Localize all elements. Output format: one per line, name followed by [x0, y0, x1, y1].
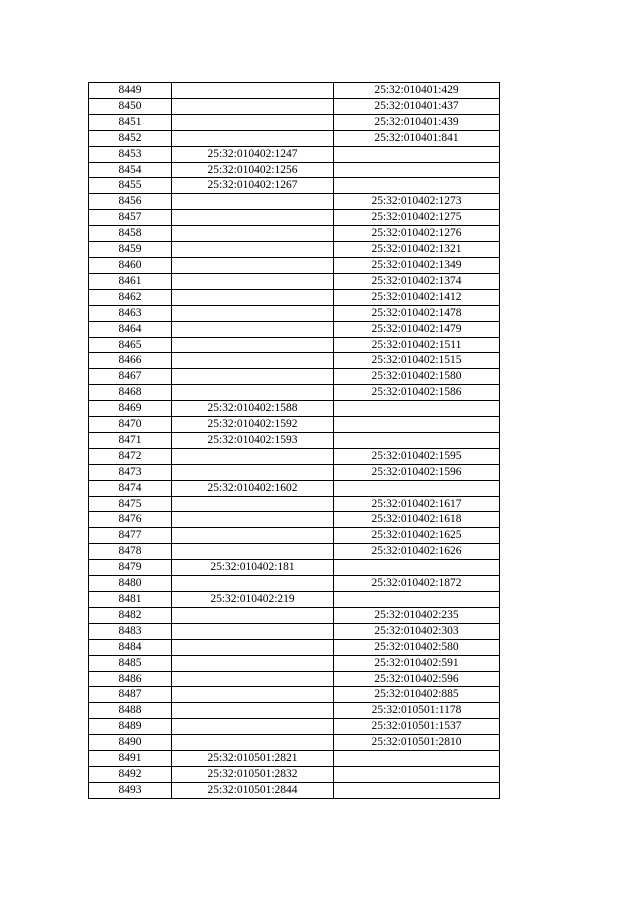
cadastral-number-cell-left — [172, 544, 334, 560]
cadastral-number-cell-right: 25:32:010402:1586 — [334, 385, 500, 401]
cadastral-number-cell-right: 25:32:010401:439 — [334, 114, 500, 130]
cadastral-number-cell-left — [172, 83, 334, 99]
cadastral-number-cell-left — [172, 242, 334, 258]
table-row — [89, 751, 500, 767]
table-row — [89, 544, 500, 560]
table-row — [89, 703, 500, 719]
cadastral-number-cell-right: 25:32:010402:1872 — [334, 576, 500, 592]
cadastral-number-cell-right: 25:32:010402:580 — [334, 639, 500, 655]
table-row — [89, 592, 500, 608]
cadastral-number-cell-right: 25:32:010402:1595 — [334, 448, 500, 464]
table-row — [89, 448, 500, 464]
cadastral-number-cell-left — [172, 369, 334, 385]
table-row — [89, 146, 500, 162]
row-number-cell: 8492 — [89, 766, 172, 782]
cadastral-number-table — [88, 82, 500, 799]
table-row — [89, 273, 500, 289]
cadastral-number-cell-right — [334, 480, 500, 496]
cadastral-number-cell-right: 25:32:010402:1275 — [334, 210, 500, 226]
table-row — [89, 464, 500, 480]
row-number-cell: 8452 — [89, 130, 172, 146]
table-row — [89, 607, 500, 623]
cadastral-number-cell-right: 25:32:010402:1618 — [334, 512, 500, 528]
cadastral-number-cell-right: 25:32:010402:1626 — [334, 544, 500, 560]
cadastral-number-cell-right: 25:32:010402:885 — [334, 687, 500, 703]
cadastral-number-cell-right — [334, 592, 500, 608]
cadastral-number-cell-right — [334, 162, 500, 178]
cadastral-number-cell-right — [334, 146, 500, 162]
cadastral-number-cell-left — [172, 512, 334, 528]
table-row — [89, 782, 500, 798]
row-number-cell: 8473 — [89, 464, 172, 480]
row-number-cell: 8476 — [89, 512, 172, 528]
row-number-cell: 8493 — [89, 782, 172, 798]
row-number-cell: 8454 — [89, 162, 172, 178]
cadastral-number-cell-left — [172, 671, 334, 687]
table-row — [89, 623, 500, 639]
cadastral-number-cell-left — [172, 496, 334, 512]
table-body — [89, 83, 500, 799]
table-row — [89, 305, 500, 321]
cadastral-number-cell-left: 25:32:010402:1588 — [172, 401, 334, 417]
row-number-cell: 8477 — [89, 528, 172, 544]
table-row — [89, 576, 500, 592]
table-row — [89, 560, 500, 576]
cadastral-number-cell-right: 25:32:010401:841 — [334, 130, 500, 146]
cadastral-number-cell-right: 25:32:010402:1478 — [334, 305, 500, 321]
table-row — [89, 687, 500, 703]
cadastral-number-cell-left — [172, 305, 334, 321]
cadastral-number-cell-left — [172, 98, 334, 114]
cadastral-number-cell-left — [172, 576, 334, 592]
table-row — [89, 369, 500, 385]
table-row — [89, 226, 500, 242]
cadastral-number-cell-left — [172, 273, 334, 289]
row-number-cell: 8460 — [89, 257, 172, 273]
row-number-cell: 8490 — [89, 735, 172, 751]
row-number-cell: 8451 — [89, 114, 172, 130]
table-row — [89, 162, 500, 178]
cadastral-number-cell-left — [172, 353, 334, 369]
cadastral-number-cell-left: 25:32:010402:1247 — [172, 146, 334, 162]
cadastral-number-cell-left — [172, 655, 334, 671]
table-row — [89, 417, 500, 433]
cadastral-number-cell-left — [172, 528, 334, 544]
cadastral-number-cell-right — [334, 401, 500, 417]
table-row — [89, 719, 500, 735]
row-number-cell: 8459 — [89, 242, 172, 258]
cadastral-number-cell-left — [172, 464, 334, 480]
cadastral-number-cell-left — [172, 735, 334, 751]
cadastral-number-cell-left — [172, 321, 334, 337]
cadastral-number-cell-right: 25:32:010501:1537 — [334, 719, 500, 735]
cadastral-number-cell-left: 25:32:010402:181 — [172, 560, 334, 576]
cadastral-number-cell-right — [334, 432, 500, 448]
row-number-cell: 8456 — [89, 194, 172, 210]
cadastral-number-cell-right: 25:32:010401:429 — [334, 83, 500, 99]
row-number-cell: 8466 — [89, 353, 172, 369]
row-number-cell: 8470 — [89, 417, 172, 433]
cadastral-number-cell-right: 25:32:010501:2810 — [334, 735, 500, 751]
cadastral-number-cell-right: 25:32:010402:303 — [334, 623, 500, 639]
row-number-cell: 8469 — [89, 401, 172, 417]
table-row — [89, 735, 500, 751]
cadastral-number-cell-left — [172, 114, 334, 130]
row-number-cell: 8455 — [89, 178, 172, 194]
cadastral-number-cell-left: 25:32:010402:1602 — [172, 480, 334, 496]
cadastral-number-cell-left: 25:32:010402:1593 — [172, 432, 334, 448]
row-number-cell: 8465 — [89, 337, 172, 353]
table-row — [89, 194, 500, 210]
cadastral-number-cell-left — [172, 623, 334, 639]
cadastral-number-cell-left: 25:32:010402:1256 — [172, 162, 334, 178]
row-number-cell: 8474 — [89, 480, 172, 496]
cadastral-number-cell-left — [172, 385, 334, 401]
row-number-cell: 8485 — [89, 655, 172, 671]
cadastral-number-cell-right: 25:32:010402:1412 — [334, 289, 500, 305]
cadastral-number-cell-left — [172, 448, 334, 464]
cadastral-number-cell-right — [334, 560, 500, 576]
cadastral-number-cell-left: 25:32:010402:1592 — [172, 417, 334, 433]
cadastral-number-cell-right: 25:32:010501:1178 — [334, 703, 500, 719]
table-row — [89, 401, 500, 417]
cadastral-number-cell-right — [334, 178, 500, 194]
cadastral-number-cell-left — [172, 210, 334, 226]
cadastral-number-cell-right: 25:32:010402:1276 — [334, 226, 500, 242]
table-row — [89, 321, 500, 337]
cadastral-number-cell-left: 25:32:010402:1267 — [172, 178, 334, 194]
cadastral-number-cell-left — [172, 226, 334, 242]
table-row — [89, 130, 500, 146]
row-number-cell: 8486 — [89, 671, 172, 687]
table-row — [89, 639, 500, 655]
row-number-cell: 8481 — [89, 592, 172, 608]
cadastral-number-cell-right — [334, 751, 500, 767]
cadastral-number-cell-right: 25:32:010402:1374 — [334, 273, 500, 289]
row-number-cell: 8489 — [89, 719, 172, 735]
row-number-cell: 8449 — [89, 83, 172, 99]
cadastral-number-cell-right: 25:32:010402:1596 — [334, 464, 500, 480]
row-number-cell: 8483 — [89, 623, 172, 639]
cadastral-number-cell-right — [334, 766, 500, 782]
row-number-cell: 8458 — [89, 226, 172, 242]
table-row — [89, 671, 500, 687]
cadastral-number-cell-right: 25:32:010402:1511 — [334, 337, 500, 353]
cadastral-number-cell-left — [172, 257, 334, 273]
table-row — [89, 178, 500, 194]
cadastral-number-cell-right: 25:32:010402:591 — [334, 655, 500, 671]
cadastral-number-cell-left — [172, 719, 334, 735]
row-number-cell: 8462 — [89, 289, 172, 305]
table-row — [89, 353, 500, 369]
table-row — [89, 766, 500, 782]
row-number-cell: 8461 — [89, 273, 172, 289]
cadastral-number-cell-left — [172, 687, 334, 703]
cadastral-number-cell-right: 25:32:010402:1349 — [334, 257, 500, 273]
table-row — [89, 98, 500, 114]
cadastral-number-cell-right: 25:32:010402:235 — [334, 607, 500, 623]
table-row — [89, 432, 500, 448]
row-number-cell: 8478 — [89, 544, 172, 560]
row-number-cell: 8450 — [89, 98, 172, 114]
cadastral-number-cell-left: 25:32:010402:219 — [172, 592, 334, 608]
table-row — [89, 512, 500, 528]
row-number-cell: 8480 — [89, 576, 172, 592]
table-row — [89, 242, 500, 258]
cadastral-number-cell-left: 25:32:010501:2832 — [172, 766, 334, 782]
cadastral-number-cell-left: 25:32:010501:2844 — [172, 782, 334, 798]
row-number-cell: 8471 — [89, 432, 172, 448]
cadastral-number-cell-left — [172, 194, 334, 210]
cadastral-number-cell-right: 25:32:010402:1580 — [334, 369, 500, 385]
row-number-cell: 8475 — [89, 496, 172, 512]
row-number-cell: 8484 — [89, 639, 172, 655]
table-row — [89, 480, 500, 496]
row-number-cell: 8472 — [89, 448, 172, 464]
table-row — [89, 210, 500, 226]
table-row — [89, 83, 500, 99]
cadastral-number-cell-left — [172, 607, 334, 623]
row-number-cell: 8457 — [89, 210, 172, 226]
cadastral-number-cell-left: 25:32:010501:2821 — [172, 751, 334, 767]
table-row — [89, 528, 500, 544]
table-row — [89, 385, 500, 401]
cadastral-number-cell-left — [172, 703, 334, 719]
table-row — [89, 114, 500, 130]
cadastral-number-cell-right: 25:32:010402:1321 — [334, 242, 500, 258]
cadastral-number-cell-right: 25:32:010402:1273 — [334, 194, 500, 210]
cadastral-number-cell-left — [172, 289, 334, 305]
cadastral-number-cell-left — [172, 130, 334, 146]
row-number-cell: 8464 — [89, 321, 172, 337]
row-number-cell: 8467 — [89, 369, 172, 385]
cadastral-number-cell-left — [172, 337, 334, 353]
table-row — [89, 289, 500, 305]
row-number-cell: 8482 — [89, 607, 172, 623]
row-number-cell: 8488 — [89, 703, 172, 719]
cadastral-number-cell-right: 25:32:010402:596 — [334, 671, 500, 687]
table-row — [89, 337, 500, 353]
cadastral-number-cell-right: 25:32:010402:1625 — [334, 528, 500, 544]
table-row — [89, 655, 500, 671]
cadastral-number-cell-left — [172, 639, 334, 655]
cadastral-number-cell-right — [334, 782, 500, 798]
row-number-cell: 8487 — [89, 687, 172, 703]
row-number-cell: 8479 — [89, 560, 172, 576]
cadastral-number-cell-right: 25:32:010401:437 — [334, 98, 500, 114]
row-number-cell: 8468 — [89, 385, 172, 401]
cadastral-number-cell-right: 25:32:010402:1617 — [334, 496, 500, 512]
row-number-cell: 8491 — [89, 751, 172, 767]
table-row — [89, 257, 500, 273]
table-row — [89, 496, 500, 512]
cadastral-number-cell-right — [334, 417, 500, 433]
cadastral-number-cell-right: 25:32:010402:1479 — [334, 321, 500, 337]
row-number-cell: 8453 — [89, 146, 172, 162]
row-number-cell: 8463 — [89, 305, 172, 321]
cadastral-number-cell-right: 25:32:010402:1515 — [334, 353, 500, 369]
